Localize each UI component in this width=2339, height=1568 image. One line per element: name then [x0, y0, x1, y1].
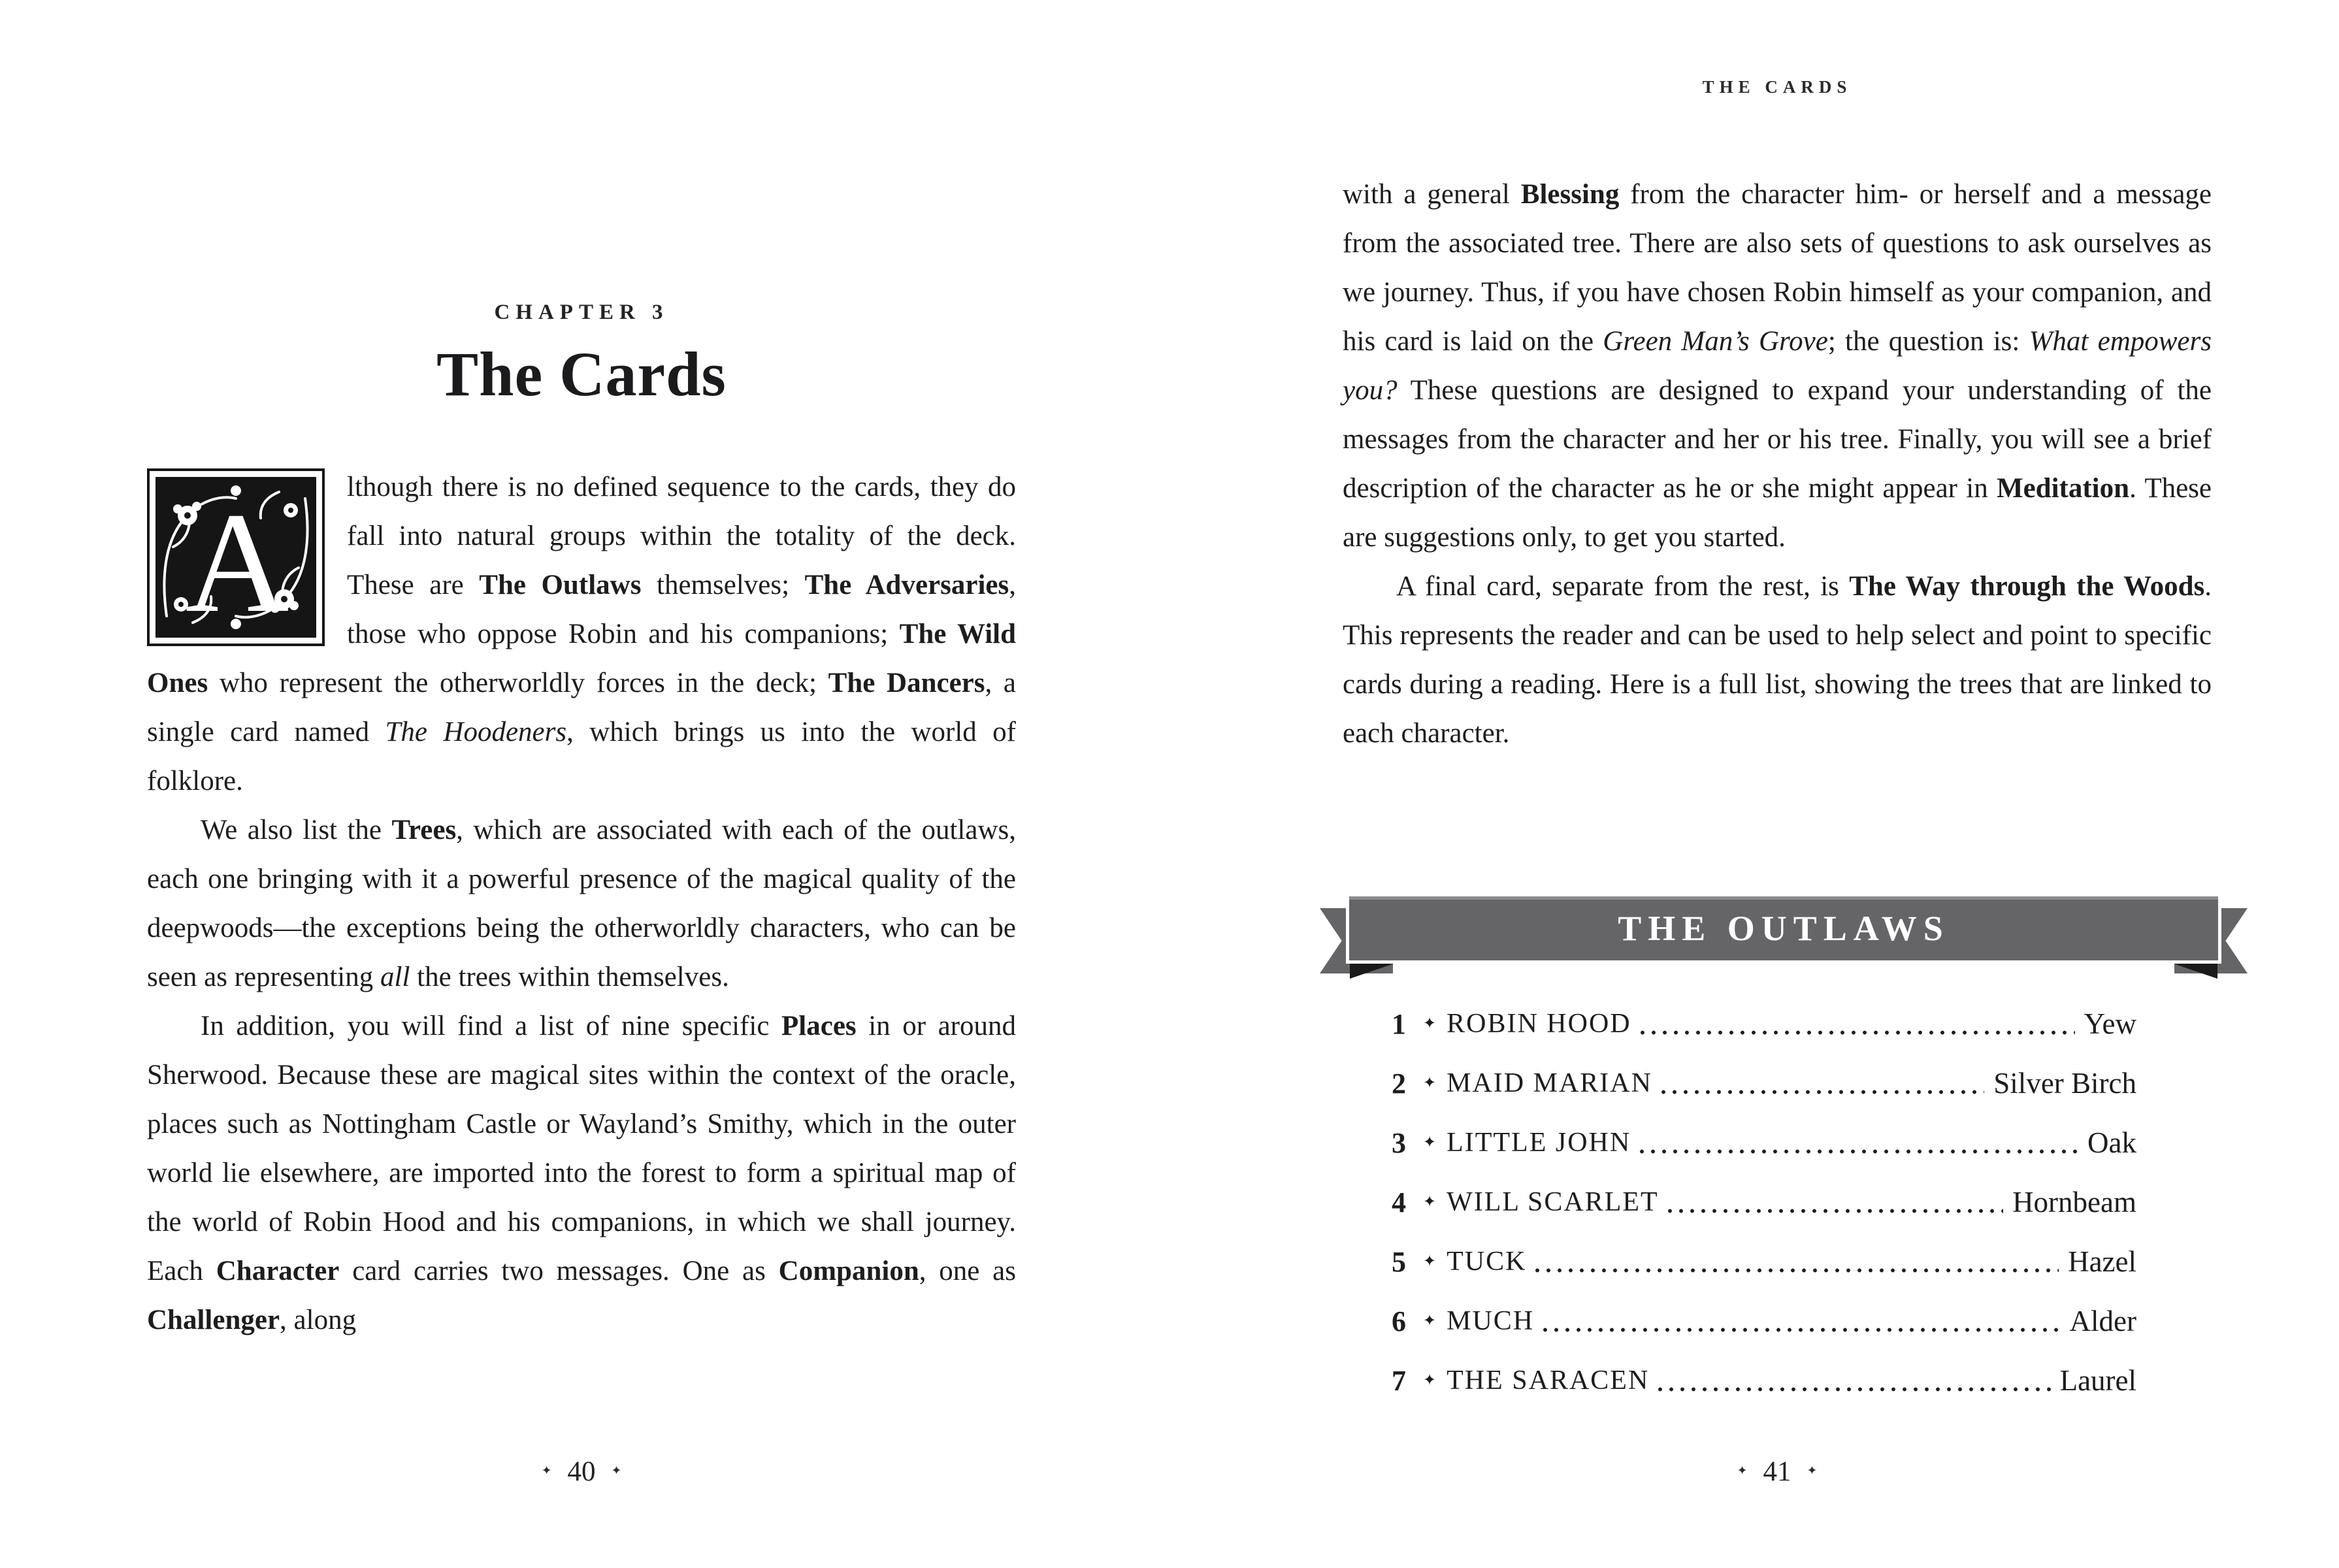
- row-number: 6: [1392, 1305, 1406, 1337]
- text-segment: with a general: [1343, 179, 1521, 210]
- row-number: 7: [1392, 1365, 1406, 1397]
- text-segment: themselves;: [641, 570, 805, 600]
- diamond-icon: ✦: [1807, 1464, 1818, 1478]
- text-segment: . This represents the reader and can be used to help select and point to specific cards during a reading. Here is a full list, showing the trees that are linked to each character.: [1343, 571, 2212, 749]
- dot-leader: [1649, 1351, 2059, 1411]
- text-segment: , a single card named: [147, 668, 1016, 747]
- page-number-footer: [147, 1456, 1016, 1488]
- outlaw-row: [1392, 994, 2136, 1054]
- dot-leader: [1631, 994, 2084, 1054]
- dot-leader: [1526, 1232, 2068, 1292]
- row-number: 1: [1392, 1008, 1406, 1040]
- diamond-icon: ✦: [1423, 1134, 1437, 1151]
- text-segment: ; the question is:: [1827, 326, 2029, 357]
- decorative-drop-cap: [147, 468, 325, 646]
- outlaw-name: ROBIN HOOD: [1447, 1009, 1631, 1039]
- text-segment: A final card, separate from the rest, is: [1396, 571, 1850, 602]
- text-segment: These questions are designed to expand your understanding of the messages from the character and her or his tree. Finally, you will see a brief description of the character as he or she might appear in: [1343, 375, 2212, 504]
- diamond-icon: ✦: [1737, 1464, 1748, 1478]
- text-segment: Companion: [778, 1256, 919, 1286]
- outlaw-name: WILL SCARLET: [1447, 1187, 1659, 1217]
- left-body-text: [147, 463, 1016, 1345]
- tree-name: Hazel: [2068, 1245, 2136, 1278]
- text-segment: Places: [781, 1011, 857, 1041]
- text-segment: who represent the otherworldly forces in the deck;: [208, 668, 828, 698]
- text-segment: The Dancers: [828, 668, 985, 698]
- text-segment: Trees: [391, 815, 457, 845]
- running-head: THE CARDS: [1702, 77, 1852, 97]
- outlaw-list: [1392, 994, 2136, 1411]
- chapter-label: CHAPTER 3: [494, 301, 669, 324]
- right-body-text: [1343, 170, 2212, 758]
- paragraph: [147, 1002, 1016, 1345]
- text-segment: , along: [280, 1305, 357, 1335]
- diamond-icon: ✦: [1423, 1015, 1437, 1032]
- text-segment: Character: [216, 1256, 340, 1286]
- tree-name: Hornbeam: [2012, 1186, 2136, 1218]
- diamond-icon: ✦: [611, 1464, 622, 1478]
- text-segment: the trees within themselves.: [410, 962, 729, 992]
- ribbon-fold-left: [1350, 960, 1403, 979]
- banner-title: THE OUTLAWS: [1349, 896, 2218, 960]
- row-number: 4: [1392, 1186, 1406, 1218]
- page-number-footer: [1343, 1456, 2212, 1488]
- outlaw-row: [1392, 1054, 2136, 1113]
- text-segment: Challenger: [147, 1305, 280, 1335]
- text-segment: Meditation: [1997, 473, 2130, 504]
- outlaw-name: MAID MARIAN: [1447, 1068, 1652, 1098]
- dot-leader: [1652, 1054, 1993, 1113]
- diamond-icon: ✦: [541, 1464, 552, 1478]
- diamond-icon: ✦: [1423, 1253, 1437, 1270]
- tree-name: Alder: [2069, 1305, 2136, 1337]
- text-segment: Blessing: [1520, 179, 1620, 210]
- text-segment: We also list the: [201, 815, 392, 845]
- dot-leader: [1631, 1113, 2087, 1173]
- tree-name: Yew: [2084, 1007, 2136, 1040]
- text-segment: , those who oppose Robin and his companions;: [347, 570, 1016, 649]
- text-segment: all: [380, 962, 410, 992]
- outlaw-row: [1392, 1232, 2136, 1292]
- text-segment: The Adversaries: [804, 570, 1009, 600]
- paragraph: [147, 806, 1016, 1002]
- row-number: 3: [1392, 1127, 1406, 1159]
- ribbon-fold-right: [2164, 960, 2217, 979]
- tree-name: Oak: [2087, 1126, 2136, 1159]
- text-segment: The Hoodeners: [385, 717, 567, 747]
- text-segment: The Way through the Woods: [1849, 571, 2205, 602]
- page-number: 40: [567, 1456, 596, 1487]
- outlaw-row: [1392, 1113, 2136, 1173]
- dot-leader: [1534, 1292, 2069, 1351]
- outlaw-name: TUCK: [1447, 1247, 1527, 1277]
- tree-name: Silver Birch: [1993, 1067, 2136, 1100]
- paragraph: [1343, 562, 2212, 758]
- page-right: [1170, 0, 2339, 1568]
- outlaw-name: THE SARACEN: [1447, 1365, 1650, 1396]
- drop-cap-letter: A: [185, 483, 289, 642]
- diamond-icon: ✦: [1423, 1313, 1437, 1330]
- outlaw-row: [1392, 1351, 2136, 1411]
- paragraph: [147, 463, 1016, 806]
- text-segment: , which are associated with each of the outlaws, each one bringing with it a powerful presence of the magical quality of the deepwoods—the exceptions being the otherworldly characters, who can be seen as representing: [147, 815, 1016, 992]
- diamond-icon: ✦: [1423, 1075, 1437, 1092]
- text-segment: The Wild Ones: [147, 619, 1017, 698]
- page-number: 41: [1763, 1456, 1791, 1487]
- outlaws-banner: [1320, 896, 2248, 994]
- tree-name: Laurel: [2059, 1364, 2136, 1397]
- text-segment: Green Man’s Grove: [1603, 326, 1828, 357]
- row-number: 5: [1392, 1246, 1406, 1278]
- text-segment: from the character him- or herself and a message from the associated tree. There are also sets of questions to ask ourselves as we journey. Thus, if you have chosen Robin himself as your companion, and his card is laid on the: [1343, 179, 2212, 357]
- text-segment: The Outlaws: [479, 570, 642, 600]
- outlaw-row: [1392, 1173, 2136, 1232]
- text-segment: . These are suggestions only, to get you started.: [1343, 473, 2212, 553]
- text-segment: What empowers you?: [1343, 326, 2212, 406]
- chapter-title: The Cards: [436, 339, 727, 409]
- text-segment: , one as: [919, 1256, 1017, 1286]
- outlaw-name: LITTLE JOHN: [1447, 1128, 1631, 1158]
- text-segment: lthough there is no defined sequence to the cards, they do fall into natural groups within the totality of the deck. These are: [347, 472, 1016, 600]
- dot-leader: [1659, 1173, 2012, 1232]
- diamond-icon: ✦: [1423, 1372, 1437, 1389]
- paragraph: [1343, 170, 2212, 562]
- text-segment: card carries two messages. One as: [339, 1256, 779, 1286]
- text-segment: In addition, you will find a list of nine specific: [201, 1011, 782, 1041]
- outlaw-name: MUCH: [1447, 1306, 1535, 1336]
- text-segment: in or around Sherwood. Because these are magical sites within the context of the oracle, places such as Nottingham Castle or Wayland’s Smithy, which in the outer world lie elsewhere, are imported into the forest to form a spiritual map of the world of Robin Hood and his companions, in which we shall journey. Each: [147, 1011, 1017, 1286]
- text-segment: , which brings us into the world of folklore.: [147, 717, 1016, 796]
- outlaw-row: [1392, 1292, 2136, 1351]
- row-number: 2: [1392, 1068, 1406, 1100]
- diamond-icon: ✦: [1423, 1194, 1437, 1211]
